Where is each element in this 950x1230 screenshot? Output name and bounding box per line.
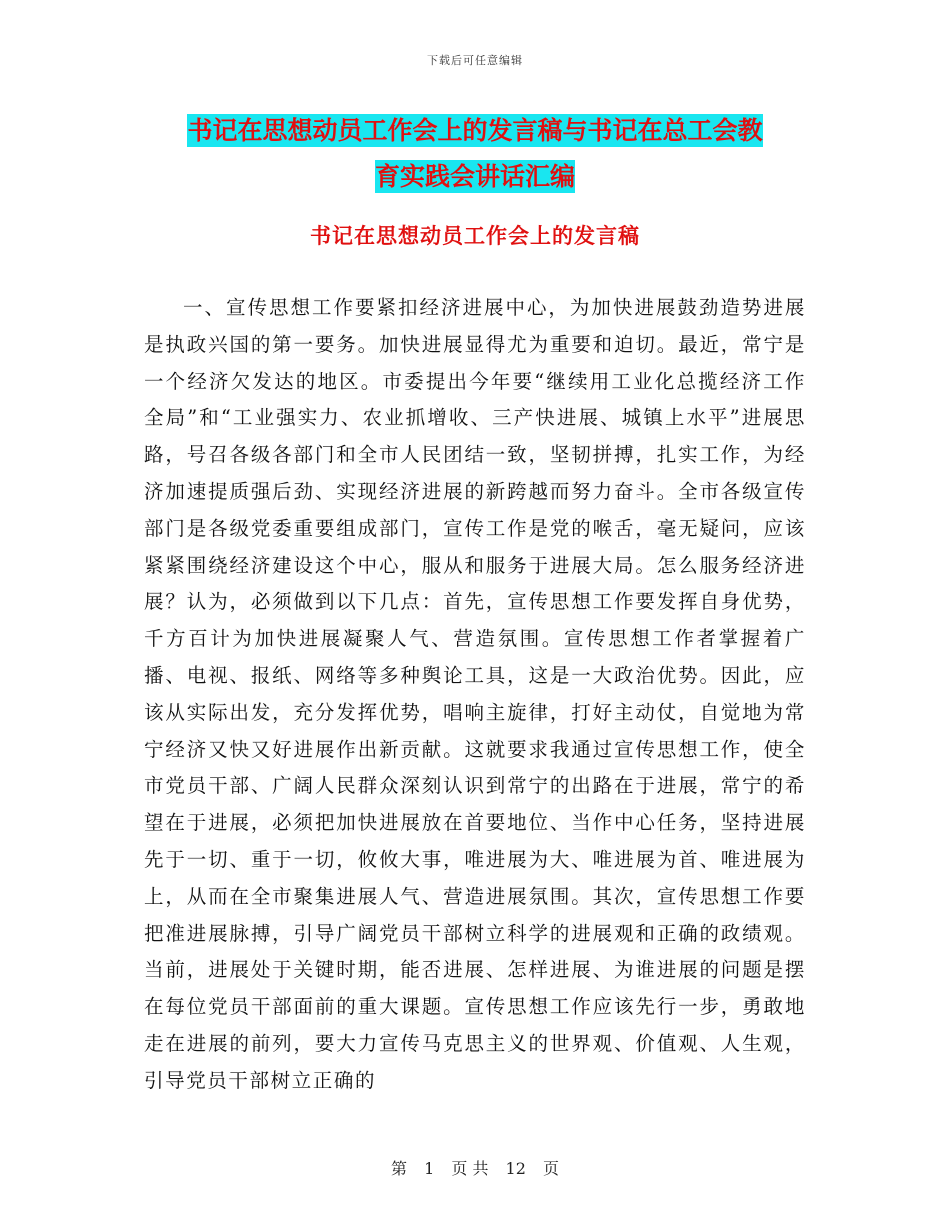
footer-suffix: 页 <box>543 1159 560 1178</box>
footer-total-pages: 12 <box>505 1159 526 1178</box>
section-title: 书记在思想动员工作会上的发言稿 <box>310 224 640 248</box>
page-header-note: 下载后可任意编辑 <box>427 54 523 67</box>
document-title <box>150 108 800 200</box>
footer-prefix: 第 <box>390 1159 407 1178</box>
body-paragraph: 一、宣传思想工作要紧扣经济进展中心，为加快进展鼓劲造势进展是执政兴国的第一要务。加快进展显得尤为重要和迫切。最近，常宁是一个经济欠发达的地区。市委提出今年要“继续用工业化总揽经济工作全局”和“工业强实力、农业抓增收、三产快进展、城镇上水平”进展思路，号召各级各部门和全市人民团结一致，坚韧拼搏，扎实工作，为经济加速提质强后劲、实现经济进展的新跨越而努力奋斗。全市各级宣传部门是各级党委重要组成部门，宣传工作是党的喉舌，毫无疑问，应该紧紧围绕经济建设这个中心，服从和服务于进展大局。怎么服务经济进展？认为，必须做到以下几点：首先，宣传思想工作要发挥自身优势，千方百计为加快进展凝聚人气、营造氛围。宣传思想工作者掌握着广播、电视、报纸、网络等多种舆论工具，这是一大政治优势。因此，应该从实际出发，充分发挥优势，唱响主旋律，打好主动仗，自觉地为常宁经济又快又好进展作出新贡献。这就要求我通过宣传思想工作，使全市党员干部、广阔人民群众深刻认识到常宁的出路在于进展，常宁的希望在于进展，必须把加快进展放在首要地位、当作中心任务，坚持进展先于一切、重于一切，攸攸大事，唯进展为大、唯进展为首、唯进展为上，从而在全市聚集进展人气、营造进展氛围。其次，宣传思想工作要把准进展脉搏，引导广阔党员干部树立科学的进展观和正确的政绩观。当前，进展处于关键时期，能否进展、怎样进展、为谁进展的问题是摆在每位党员干部面前的重大课题。宣传思想工作应该先行一步，勇敢地走在进展的前列，要大力宣传马克思主义的世界观、价值观、人生观，引导党员干部树立正确的 <box>144 296 806 1092</box>
footer-page-number: 1 <box>424 1159 435 1178</box>
document-title-line-2: 育实践会讲话汇编 <box>374 162 575 191</box>
document-title-line-1: 书记在思想动员工作会上的发言稿与书记在总工会教 <box>187 116 763 145</box>
page-footer <box>0 1156 950 1179</box>
footer-middle: 页 共 <box>451 1159 489 1178</box>
